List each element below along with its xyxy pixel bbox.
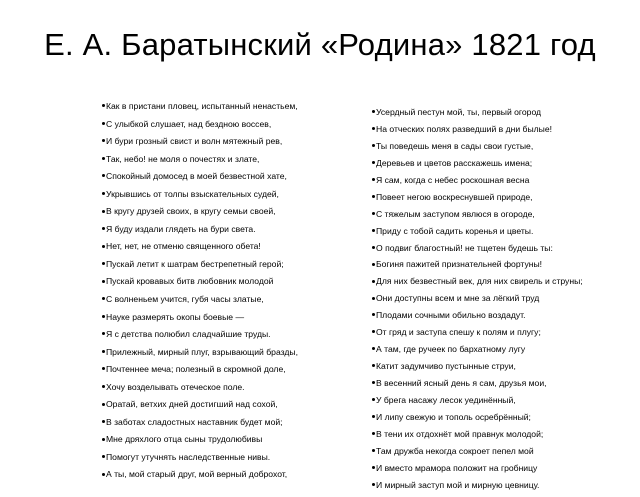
bullet-icon (372, 313, 375, 316)
poem-line (372, 293, 612, 304)
poem-line-text: Пускай летит к шатрам бестрепетный герой; (106, 258, 284, 269)
poem-line-text: С тяжелым заступом явлюся в огороде, (376, 208, 535, 219)
poem-line-text: Приду с тобой садить коренья и цветы. (376, 225, 534, 236)
bullet-icon (372, 212, 375, 215)
poem-line-text: Плодами сочными обильно воздадут. (376, 310, 526, 321)
poem-line-text: Науке размерять окопы боевые — (106, 311, 245, 322)
poem-line (372, 276, 612, 287)
bullet-icon (372, 144, 375, 147)
poem-line (73, 329, 307, 340)
poem-line-text: Я буду издали глядеть на бури света. (106, 223, 256, 234)
poem-line-text: Так, небо! не моля о почестях и злате, (106, 153, 260, 164)
poem-line (372, 480, 612, 491)
bullet-icon (102, 473, 105, 476)
poem-line-text: На отческих полях разведший в дни былые! (376, 123, 553, 134)
poem-line (372, 209, 612, 220)
bullet-icon (372, 178, 375, 181)
bullet-icon (372, 398, 375, 401)
bullet-icon (102, 157, 105, 160)
poem-line (73, 224, 307, 235)
poem-line-text: Пускай кровавых битв любовник молодой (106, 276, 274, 287)
poem-line-text: А ты, мой старый друг, мой верный доброхот, (106, 469, 288, 480)
poem-line (73, 434, 307, 445)
poem-line (73, 347, 307, 358)
bullet-icon (372, 381, 375, 384)
bullet-icon (372, 263, 375, 266)
bullet-icon (102, 438, 105, 441)
bullet-icon (102, 350, 105, 353)
bullet-icon (102, 139, 105, 142)
poem-line-text: И липу свежую и тополь осребрённый; (376, 411, 531, 422)
poem-line-text: И бури грозный свист и волн мятежный рев, (106, 136, 283, 147)
poem-line-text: Укрывшись от толпы взыскательных судей, (106, 188, 279, 199)
poem-line (372, 446, 612, 457)
poem-line-text: С волненьем учится, губя часы златые, (106, 294, 264, 305)
poem-line-text: С улыбкой слушает, над бездною воссев, (106, 118, 272, 129)
poem-line-text: Оратай, ветхих дней достигший над сохой, (106, 399, 278, 410)
bullet-icon (102, 262, 105, 265)
poem-line (73, 452, 307, 463)
poem-line (73, 399, 307, 410)
poem-line-text: Спокойный домосед в моей безвестной хате, (106, 171, 287, 182)
bullet-icon (102, 174, 105, 177)
poem-line (73, 312, 307, 323)
poem-line (372, 344, 612, 355)
bullet-icon (372, 466, 375, 469)
poem-line-text: От гряд и заступа спешу к полям и плугу; (376, 327, 541, 338)
poem-line-text: У брега насажу лесок уединённый, (376, 394, 516, 405)
poem-line-text: И мирный заступ мой и мирную цевницу. (376, 479, 540, 490)
poem-line (73, 241, 307, 252)
bullet-icon (102, 315, 105, 318)
bullet-icon (102, 297, 105, 300)
bullet-icon (102, 367, 105, 370)
poem-line-text: А там, где ручеек по бархатному лугу (376, 344, 526, 355)
bullet-icon (372, 229, 375, 232)
bullet-icon (372, 483, 375, 486)
poem-line (73, 417, 307, 428)
poem-line (73, 206, 307, 217)
bullet-icon (102, 420, 105, 423)
bullet-icon (372, 246, 375, 249)
poem-line-text: Мне дряхлого отца сыны трудолюбивы (106, 434, 263, 445)
bullet-icon (372, 161, 375, 164)
poem-line (372, 107, 612, 118)
bullet-icon (102, 104, 105, 107)
poem-line (372, 192, 612, 203)
poem-line (372, 259, 612, 270)
bullet-icon (102, 332, 105, 335)
poem-line (372, 378, 612, 389)
poem-line-text: В заботах сладостных наставник будет мой; (106, 416, 283, 427)
poem-line (73, 136, 307, 147)
poem-line-text: Усердный пестун мой, ты, первый огород (376, 107, 542, 117)
bullet-icon (372, 127, 375, 130)
poem-line (372, 175, 612, 186)
poem-line-text: И вместо мрамора положит на гробницу (376, 462, 538, 473)
bullet-icon (102, 210, 105, 213)
bullet-icon (372, 449, 375, 452)
poem-line-text: Богиня пажитей признательней фортуны! (376, 259, 543, 270)
poem-line (73, 119, 307, 130)
poem-line (372, 141, 612, 152)
poem-line-text: Ты поведешь меня в сады свои густые, (376, 140, 534, 151)
poem-line (73, 294, 307, 305)
poem-line-text: Для них безвестный век, для них свирель и струны; (376, 276, 583, 287)
bullet-icon (102, 385, 105, 388)
bullet-icon (372, 280, 375, 283)
poem-line (372, 429, 612, 440)
poem-line (372, 243, 612, 254)
left-column (73, 101, 307, 487)
bullet-icon (372, 347, 375, 350)
bullet-icon (102, 192, 105, 195)
poem-line (372, 463, 612, 474)
poem-line (372, 158, 612, 169)
bullet-icon (102, 227, 105, 230)
poem-line-text: Я сам, когда с небес роскошная весна (376, 174, 530, 185)
bullet-icon (102, 122, 105, 125)
poem-line-text: Помогут утучнять наследственные нивы. (106, 451, 271, 462)
bullet-icon (102, 280, 105, 283)
bullet-icon (102, 403, 105, 406)
bullet-icon (372, 297, 375, 300)
poem-line-text: Там дружба некогда сокроет пепел мой (376, 445, 534, 456)
bullet-icon (102, 455, 105, 458)
poem-line-text: О подвиг благостный! не тщетен будешь ты: (376, 242, 553, 253)
bullet-icon (102, 245, 105, 248)
poem-line (73, 469, 307, 480)
poem-line-text: Нет, нет, не отменю священного обета! (106, 241, 261, 252)
poem-line-text: Я с детства полюбил сладчайшие труды. (106, 329, 271, 340)
poem-line (372, 327, 612, 338)
poem-line (73, 382, 307, 393)
bullet-icon (372, 432, 375, 435)
poem-line (372, 124, 612, 135)
right-column (372, 107, 612, 497)
poem-line (372, 310, 612, 321)
poem-line (73, 259, 307, 270)
poem-line (372, 412, 612, 423)
poem-line-text: Они доступны всем и мне за лёгкий труд (376, 293, 540, 304)
bullet-icon (372, 330, 375, 333)
poem-line (73, 189, 307, 200)
poem-line (73, 154, 307, 165)
poem-line-text: Хочу возделывать отеческое поле. (106, 381, 245, 392)
poem-line-text: В тени их отдохнёт мой правнук молодой; (376, 428, 544, 439)
poem-line-text: Катит задумчиво пустынные струи, (376, 361, 516, 372)
poem-line-text: Повеет негою воскреснувшей природе, (376, 191, 533, 202)
poem-line (73, 276, 307, 287)
poem-line-text: В кругу друзей своих, в кругу семьи своей, (106, 206, 276, 217)
bullet-icon (372, 195, 375, 198)
poem-line-text: Прилежный, мирный плуг, взрывающий бразды, (106, 346, 298, 357)
poem-line-text: Как в пристани пловец, испытанный ненастьем, (106, 101, 298, 111)
poem-line (73, 364, 307, 375)
poem-line (73, 171, 307, 182)
poem-line-text: В весенний ясный день я сам, друзья мои, (376, 378, 547, 388)
poem-line (372, 395, 612, 406)
bullet-icon (372, 415, 375, 418)
slide-title: Е. А. Баратынский «Родина» 1821 год (44, 27, 596, 62)
bullet-icon (372, 364, 375, 367)
poem-line (372, 226, 612, 237)
bullet-icon (372, 110, 375, 113)
poem-line (73, 101, 307, 112)
poem-line-text: Деревьев и цветов расскажешь имена; (376, 157, 533, 168)
poem-line-text: Почтеннее меча; полезный в скромной доле, (106, 364, 286, 375)
poem-line (372, 361, 612, 372)
